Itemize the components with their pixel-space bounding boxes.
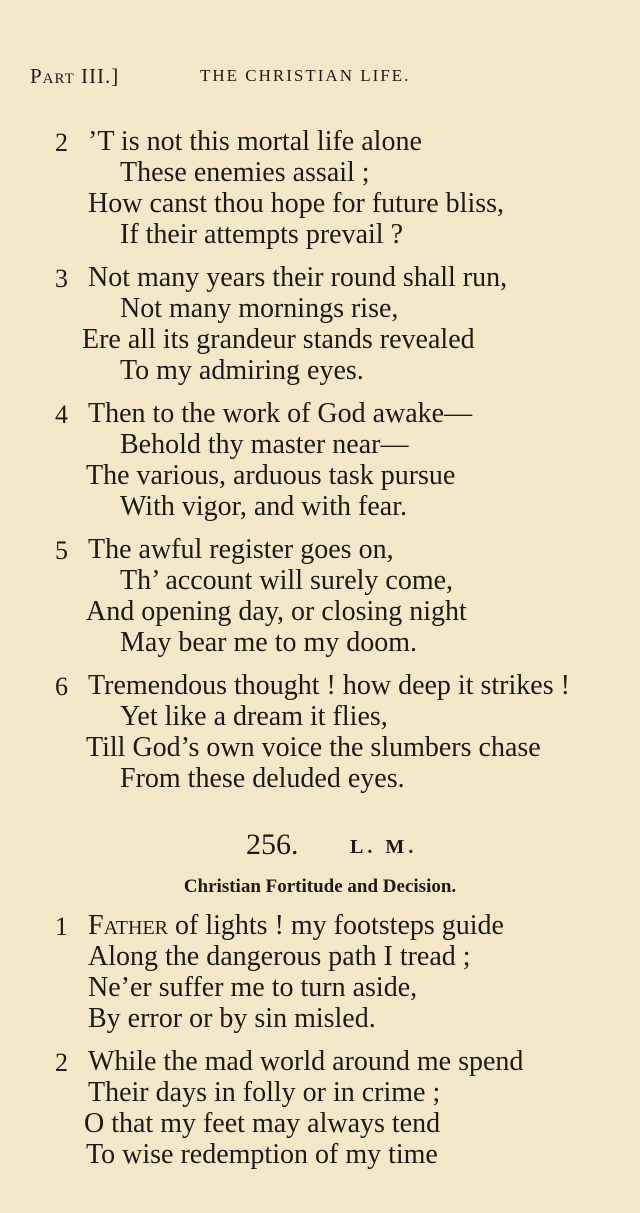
verse-line: With vigor, and with fear. bbox=[120, 491, 408, 522]
hymn-meter: L. M. bbox=[350, 836, 418, 858]
running-header bbox=[30, 64, 470, 89]
verse-line: And opening day, or closing night bbox=[86, 596, 467, 627]
verse-line: Ere all its grandeur stands revealed bbox=[82, 324, 475, 355]
verse-line-rest: of lights ! my footsteps guide bbox=[168, 910, 504, 941]
hymn-number: 256. bbox=[246, 828, 299, 861]
verse-line bbox=[88, 912, 504, 940]
verse-line: These enemies assail ; bbox=[120, 157, 370, 188]
verse-line: If their attempts prevail ? bbox=[120, 219, 403, 250]
verse-line: To my admiring eyes. bbox=[120, 355, 364, 386]
verse-line: ’T is not this mortal life alone bbox=[88, 126, 422, 157]
hymn-subtitle: Christian Fortitude and Decision. bbox=[183, 876, 457, 897]
stanza-number: 3 bbox=[55, 264, 68, 293]
verse-line: Tremendous thought ! how deep it strikes ! bbox=[88, 670, 570, 701]
part-label: Part III.] bbox=[30, 64, 120, 88]
verse-line: May bear me to my doom. bbox=[120, 627, 418, 658]
verse-line: From these deluded eyes. bbox=[120, 763, 405, 794]
verse-line: To wise redemption of my time bbox=[86, 1139, 438, 1170]
verse-line: Then to the work of God awake— bbox=[88, 398, 473, 429]
verse-line: Yet like a dream it flies, bbox=[120, 701, 388, 732]
verse-line: Behold thy master near— bbox=[120, 429, 409, 460]
verse-line: By error or by sin misled. bbox=[88, 1003, 376, 1034]
verse-line: O that my feet may always tend bbox=[84, 1108, 441, 1139]
first-word: Father bbox=[88, 910, 169, 941]
verse-line: While the mad world around me spend bbox=[88, 1046, 524, 1077]
verse-line: Along the dangerous path I tread ; bbox=[88, 941, 471, 972]
verse-line: Ne’er suffer me to turn aside, bbox=[88, 972, 418, 1003]
stanza-number: 4 bbox=[55, 400, 68, 429]
verse-line: Till God’s own voice the slumbers chase bbox=[86, 732, 541, 763]
stanza-number: 2 bbox=[55, 1048, 68, 1077]
verse-line: How canst thou hope for future bliss, bbox=[88, 188, 505, 219]
verse-line: The awful register goes on, bbox=[88, 534, 394, 565]
stanza-number: 6 bbox=[55, 672, 68, 701]
stanza-number: 5 bbox=[55, 536, 68, 565]
verse-line: Not many mornings rise, bbox=[120, 293, 399, 324]
verse-line: Th’ account will surely come, bbox=[120, 565, 454, 596]
verse-line: Not many years their round shall run, bbox=[88, 262, 508, 293]
stanza-number: 2 bbox=[55, 128, 68, 157]
section-title: THE CHRISTIAN LIFE. bbox=[200, 66, 411, 85]
verse-line: The various, arduous task pursue bbox=[86, 460, 456, 491]
verse-line: Their days in folly or in crime ; bbox=[88, 1077, 441, 1108]
stanza-number: 1 bbox=[55, 912, 68, 941]
